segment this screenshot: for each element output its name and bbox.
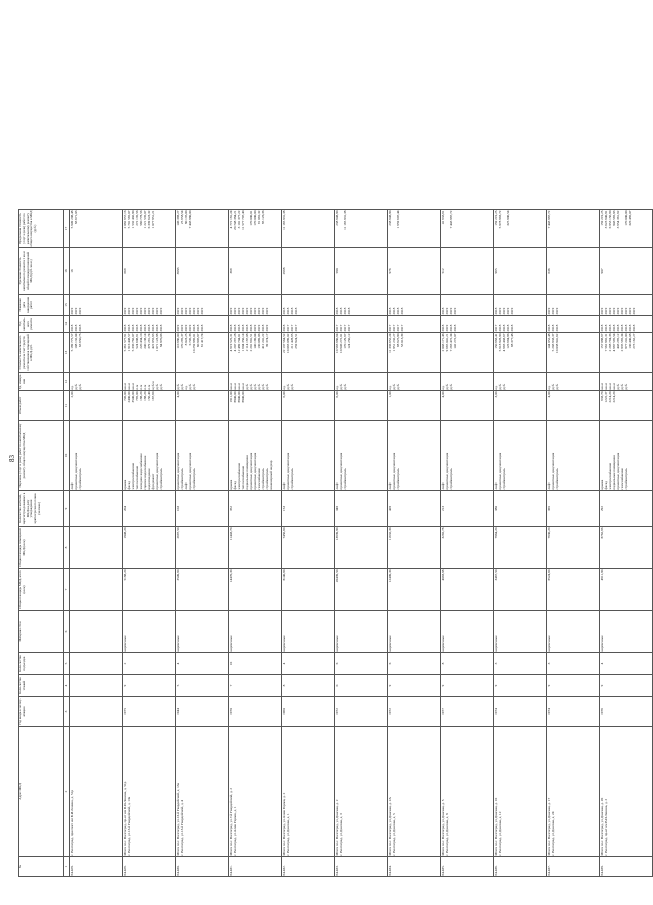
- cell-floors: 0: [335, 675, 388, 697]
- cell-residents: 380: [494, 491, 547, 527]
- cell-id: 64.429.: [123, 857, 176, 877]
- cell-address: Итого по г. Волгоград, ул.Донская, д. 5 г. Волгоград, ул.Донская, д. 8: [441, 727, 494, 857]
- cell-id: 64.433.: [335, 857, 388, 877]
- cell-unit: ед. руб. руб.: [282, 373, 335, 391]
- cell-specific: 636: [547, 248, 600, 295]
- cell-area_total: 20439,50: [335, 569, 388, 611]
- cell-id: 64.435.: [441, 857, 494, 877]
- cell-unit: кв.м кв.м кв.м кв.м руб. руб. руб.: [600, 373, 653, 391]
- table-row: [282, 210, 335, 877]
- cell-works: лифт проектные документация стройконтроль: [547, 421, 600, 491]
- cell-floors: 5: [176, 675, 229, 697]
- cell-works: лифт проектные документация стройконтроль: [388, 421, 441, 491]
- cell-unit: руб. руб. ед. руб. руб.: [176, 373, 229, 391]
- cell-unit: ед. руб. руб.: [494, 373, 547, 391]
- cell-area_total: 14470,30: [229, 569, 282, 611]
- cell-address: Итого по г. Волгоград, пр-кт им В.И.Ленина, д. 51р г. Волгоград, ул.13-й Гвардейской, д. 13а: [123, 727, 176, 857]
- cell-max_cost: 4 772 181,24 20 748 384,21 3 101 377,22 11 577 707,40 170 000,01 170 000,00 91 092,32 85 126,36: [229, 210, 282, 248]
- cell-id: 64.431.: [229, 857, 282, 877]
- cell-id: 64.437.: [547, 857, 600, 877]
- cell-area_rooms: 3292,78: [441, 527, 494, 569]
- cell-floors: 9: [388, 675, 441, 697]
- cell-volume: 4,00: [176, 391, 229, 421]
- cell-area_rooms: 1848,20: [123, 527, 176, 569]
- cell-entrances: 4: [282, 653, 335, 675]
- cell-year: 1976: [600, 697, 653, 727]
- cell-floors: 7: [229, 675, 282, 697]
- column-header-16: Удельная стоимость капитального ремонта 1 кв.м общей площади помещений МКД (руб./кв.м.): [19, 248, 64, 295]
- column-header-3: Год ввода в эксплу-атацию: [19, 697, 64, 727]
- cell-entrances: 4: [176, 653, 229, 675]
- cell-volume: 3,00: [494, 391, 547, 421]
- table-row: [494, 210, 547, 877]
- cell-cost: 144 052,48 5 203 833,37 10 038 841,62: [547, 333, 600, 373]
- cell-residents: 352: [229, 491, 282, 527]
- cell-volume: 4,00: [441, 391, 494, 421]
- cell-entrances: 6: [335, 653, 388, 675]
- cell-cost: 2 003 171,46 9 665 041,21 7 293 472,34 142 272,07: [441, 333, 494, 373]
- table-row: [229, 210, 282, 877]
- cell-material: кирпичные: [547, 611, 600, 653]
- cell-residents: 103: [176, 491, 229, 527]
- cell-max_cost: 159 219,25 5 878 893,72 325 806,54: [494, 210, 547, 248]
- column-header-13: Стоимость капитального ремонта за счет средств собственников помещений в МКД, руб.: [19, 333, 64, 373]
- cell-area_rooms: 11632,30: [388, 527, 441, 569]
- column-header-12: Ед. измере-ния: [19, 373, 64, 391]
- column-number-15: 15: [64, 295, 70, 316]
- cell-entrances: [70, 653, 123, 675]
- column-number-7: 7: [64, 569, 70, 611]
- cell-year: 1970: [229, 697, 282, 727]
- cell-max_cost: 5 949 208,48 83 671,03: [70, 210, 123, 248]
- cell-id: 64.434.: [388, 857, 441, 877]
- cell-material: кирпичные: [176, 611, 229, 653]
- table-row: [335, 210, 388, 877]
- cell-material: [70, 611, 123, 653]
- cell-works: лифт проектные документация стройконтроль: [70, 421, 123, 491]
- cell-year: [70, 697, 123, 727]
- cell-residents: 428: [388, 491, 441, 527]
- cell-address: Итого по г. Волгоград, ул.Алеш Героев, д. 2 г. Волгоград, ул.Донская, д. 1: [282, 727, 335, 857]
- column-number-3: 3: [64, 697, 70, 727]
- cell-residents: 204: [123, 491, 176, 527]
- cell-area_total: 8140,90: [282, 569, 335, 611]
- cell-area_total: [70, 569, 123, 611]
- cell-material: кирпичные: [600, 611, 653, 653]
- cell-floors: [70, 675, 123, 697]
- cell-address: Итого по г. Волгоград, ул.Донская, д. 17 г. Волгоград, ул.Донская, д. 24: [547, 727, 600, 857]
- column-number-5: 5: [64, 653, 70, 675]
- cell-volume: 6,00: [282, 391, 335, 421]
- cell-specific: 2998: [282, 248, 335, 295]
- cell-area_total: 3467,50: [494, 569, 547, 611]
- cell-id: 64.430.: [176, 857, 229, 877]
- column-header-6: Материал стен: [19, 611, 64, 653]
- cell-max_cost: 2 082 957,16 5 701 565,07 1 532 402,80 272 135,56 560 778,56 1 221 535,07 6 339 623,32 1 077 851,21: [123, 210, 176, 248]
- cell-material: кирпичные: [388, 611, 441, 653]
- cell-entrances: 8: [441, 653, 494, 675]
- cell-area_rooms: [70, 527, 123, 569]
- cell-material: кирпичные: [282, 611, 335, 653]
- cell-address: Итого по г. Волгоград, ул.Донская, д. 10 г. Волгоград, ул.Донская, д. 12: [494, 727, 547, 857]
- cell-address: г. Волгоград, проспект им В.И.Ленина, д. 51р: [70, 727, 123, 857]
- cell-year: 1960: [282, 697, 335, 727]
- cell-unit: ед. руб. руб.: [388, 373, 441, 391]
- cell-specific: 965: [494, 248, 547, 295]
- cell-area_rooms: 2697,50: [176, 527, 229, 569]
- cell-plan: 2019 2019 2019: [547, 295, 600, 316]
- cell-address: Итого по г. Волгоград, ул.Донская, д. 2А г. Волгоград, ул.Донская, д. 5: [388, 727, 441, 857]
- cell-works: лифт проектные документация стройконтроль: [494, 421, 547, 491]
- column-number-17: 17: [64, 210, 70, 248]
- cell-area_total: 5188,20: [123, 569, 176, 611]
- cell-entrances: 10: [229, 653, 282, 675]
- cell-volume: 1,00: [388, 391, 441, 421]
- cell-area_rooms: 7456,60: [282, 527, 335, 569]
- cell-plan: 2018 2019 2019 2019 2019: [494, 295, 547, 316]
- cell-specific: 3983: [176, 248, 229, 295]
- cell-cap_year: 2017 2018 2018 2018 2018: [494, 316, 547, 333]
- column-number-9: 9: [64, 491, 70, 527]
- cell-material: кирпичные: [123, 611, 176, 653]
- table-row: [547, 210, 600, 877]
- column-header-1: №: [19, 857, 64, 877]
- cell-works: крыша фасад электроснабжение теплоснабжение холодное водоснабжение горячее водоснабжение водоотведение фундамент проектные документация стройконтроль: [123, 421, 176, 491]
- table-row: [388, 210, 441, 877]
- column-header-8: Общая площадь помещений МКД (кв.м): [19, 527, 64, 569]
- cell-cap_year: 2017 2017 2017 2017: [388, 316, 441, 333]
- cell-volume: 6,00: [335, 391, 388, 421]
- cell-works: лифт проектные документация стройконтроль: [282, 421, 335, 491]
- column-header-14: Год капиталь-ного ремонта: [19, 316, 64, 333]
- cell-cost: 10 593 980,94 10 946 272,01 170 129,97 124 250,12: [335, 333, 388, 373]
- cell-area_total: 3549,90: [176, 569, 229, 611]
- cell-year: 1975: [123, 697, 176, 727]
- cell-specific: 907: [600, 248, 653, 295]
- column-number-1: 1: [64, 857, 70, 877]
- cell-works: крыша фасад электроснабжение подвальные помещения проектные документация газоснабжение стройконтроль: [600, 421, 653, 491]
- cell-max_cost: 238 948,80 11 165 831,38: [335, 210, 388, 248]
- cell-area_total: 4911,80: [600, 569, 653, 611]
- cell-cap_year: 2018 2018 2018: [547, 316, 600, 333]
- cell-unit: ед. руб. руб.: [441, 373, 494, 391]
- column-header-9: Количество жителей, зарегистри-рованных в МКД на дату утверждения краткосрочного плана (человек): [19, 491, 64, 527]
- column-number-12: 12: [64, 373, 70, 391]
- cell-residents: [70, 491, 123, 527]
- cell-cost: 11 336 652,24 1 851 232,27 98 925,80 53 013,39: [388, 333, 441, 373]
- cell-area_total: 4093,88: [441, 569, 494, 611]
- cell-area_rooms: 11443,70: [229, 527, 282, 569]
- cell-id: 64.438.: [600, 857, 653, 877]
- cell-specific: 16: [70, 248, 123, 295]
- table-header-row: [19, 210, 64, 877]
- cell-works: проектные документация стройконтроль лифт проектные документация стройконтроль: [176, 421, 229, 491]
- cell-cap_year: 2018 2017 2017 2017: [282, 316, 335, 333]
- cell-area_rooms: 7864,20: [494, 527, 547, 569]
- cell-year: 1972: [335, 697, 388, 727]
- cell-cap_year: 2018 2018 2018 2018 2018 2018 2018 2018 2018: [600, 316, 653, 333]
- cell-residents: 365: [547, 491, 600, 527]
- cell-residents: 292: [600, 491, 653, 527]
- cell-plan: 2018 2018 2018 2018: [335, 295, 388, 316]
- cell-volume: 4,00: [547, 391, 600, 421]
- column-header-10: Перечень услуг и (или) работ по капитальному ремонту общего имущества МКД: [19, 421, 64, 491]
- table-row: [176, 210, 229, 877]
- cell-area_rooms: 13939,80: [335, 527, 388, 569]
- cell-floors: 8: [282, 675, 335, 697]
- cell-floors: 9: [123, 675, 176, 697]
- cell-plan: 2018 2018 2018 2018: [282, 295, 335, 316]
- page-number: 83: [8, 455, 16, 462]
- cell-cap_year: 2018 2018 2018: [70, 316, 123, 333]
- column-header-2: Адрес МКД: [19, 727, 64, 857]
- cell-cost: 150 983,41 5 918 828,80 4 993 403,67 126 994,86 98 377,48: [494, 333, 547, 373]
- cell-specific: 512: [441, 248, 494, 295]
- column-header-7: Общая площадь МКД, всего (кв.м): [19, 569, 64, 611]
- cell-address: Итого по г. Волгоград, ул.13-й Гвардейской, д. 13а г. Волгоград, ул.13-й Гвардейской, д. 4: [176, 727, 229, 857]
- cell-works: лифт проектные документация стройконтроль: [441, 421, 494, 491]
- column-number-6: 6: [64, 611, 70, 653]
- cell-cost: 5 189 775,57 108 132,04 63 650,75: [70, 333, 123, 373]
- table-row: [441, 210, 494, 877]
- cell-floors: 9: [441, 675, 494, 697]
- column-header-4: Коли-чество этажей: [19, 675, 64, 697]
- column-number-16: 16: [64, 248, 70, 295]
- cell-residents: 213: [441, 491, 494, 527]
- cell-entrances: 3: [547, 653, 600, 675]
- cell-max_cost: 11 165 831,38: [282, 210, 335, 248]
- cell-area_rooms: 7930,20: [547, 527, 600, 569]
- cell-cost: 22 137 564,52 10 093 089,02 211 428,95 259 824,51: [282, 333, 335, 373]
- cell-plan: 2019 2019 2019: [70, 295, 123, 316]
- cell-entrances: 3: [494, 653, 547, 675]
- column-number-10: 10: [64, 421, 70, 491]
- cell-cap_year: 2019 2019 2019 2019 2018 2018 2018: [176, 316, 229, 333]
- cell-max_cost: 41 933,91 7 443 887,72: [441, 210, 494, 248]
- cell-material: кирпичные: [494, 611, 547, 653]
- cell-max_cost: 238 948,80 1 959 607,44: [388, 210, 441, 248]
- column-number-4: 4: [64, 675, 70, 697]
- cell-unit: кв.м кв.м кв.м кв.м руб. руб. руб. руб. руб. руб.: [229, 373, 282, 391]
- cell-unit: ед. руб. руб.: [335, 373, 388, 391]
- cell-specific: 580: [335, 248, 388, 295]
- cell-plan: 2018 2018 2018 2018: [388, 295, 441, 316]
- cell-volume: 1811,00 8840,00 8840,00 8840,00: [229, 391, 282, 421]
- cell-plan: 2018 2019 2019 2019: [441, 295, 494, 316]
- cell-floors: 9: [600, 675, 653, 697]
- cell-plan: 2019 2019 2019 2019 2019 2019 2019: [176, 295, 229, 316]
- cell-material: кирпичные: [441, 611, 494, 653]
- cell-cost: 5 361 577,81 1 816 448,57 5 336 782,07 524 608,91 220 434,10 240 138,14 379 291,74 422 055,93 1 071 123,88 84 870,06: [123, 333, 176, 373]
- cell-floors: 9: [494, 675, 547, 697]
- column-number-11: 11: [64, 391, 70, 421]
- column-number-13: 13: [64, 333, 70, 373]
- column-header-15: Плановая дата завершения работ: [19, 295, 64, 316]
- cell-cost: 110 986,00 170 295,37 8 023,25 6 745,36 10 259 885,01 60 805,87 61 417,74: [176, 333, 229, 373]
- column-number-14: 14: [64, 316, 70, 333]
- cell-specific: 669: [123, 248, 176, 295]
- cell-year: 1944: [176, 697, 229, 727]
- cell-works: лифт проектные документация стройконтроль: [335, 421, 388, 491]
- cell-residents: 153: [282, 491, 335, 527]
- table-row: [123, 210, 176, 877]
- cell-cap_year: 2018 2019 2018 2018: [441, 316, 494, 333]
- cell-specific: 976: [388, 248, 441, 295]
- cell-plan: 2019 2019 2019 2019 2019 2019 2019 2019 2019 2019: [229, 295, 282, 316]
- column-header-5: Коли-чество подъездов: [19, 653, 64, 675]
- table-row: [70, 210, 123, 877]
- cell-volume: 2,00: [70, 391, 123, 421]
- cell-unit: кв.м кв.м кв.м п.м п.м п.м п.м куб.м руб. руб.: [123, 373, 176, 391]
- cell-max_cost: 146 398,27 25 958,54 80 135,00 7 443 880,00: [176, 210, 229, 248]
- cell-material: кирпичные: [229, 611, 282, 653]
- table-body: [70, 210, 653, 877]
- cell-address: Итого по г. Волгоград, ул.Донская, д. 2 г. Волгоград, ул.Донская, д. 3: [335, 727, 388, 857]
- cell-address: Итого по г. Волгоград, ул.7-й Гвардейской, д. 2 г. Волгоград, ул.Алеш Героев, д. 1: [229, 727, 282, 857]
- cell-plan: 2019 2019 2019 2019 2019 2019 2019 2019 2019 2019: [123, 295, 176, 316]
- column-number-8: 8: [64, 527, 70, 569]
- cell-area_rooms: 8762,96: [600, 527, 653, 569]
- cell-floors: 9: [547, 675, 600, 697]
- column-header-17: Предельная стоимость услуг и (или) работ по капитальному ремонту общего имущества в МКД (руб.): [19, 210, 64, 248]
- cell-volume: 745,00 2400,00 3540,00 795,00 188,20 188,20 156,40 167,60: [123, 391, 176, 421]
- cell-plan: 2019 2019 2019 2019 2019 2019 2019 2019 2019: [600, 295, 653, 316]
- cell-address: Итого по г. Волгоград, ул.Донская, д. 20 г. Волгоград, пр-кт им В.И.Ленина, д. 2: [600, 727, 653, 857]
- cell-cost: 4 919 525,31 4 207 297,28 12 489 704,01 1 604 350,14 2 114 187,08 2 201 901,51 140 190,04 130 069,06 412 241,22 39 374,17: [229, 333, 282, 373]
- cell-cap_year: 2018 2018 2018 2018 2018 2018 2019 2019 2018 2019: [229, 316, 282, 333]
- cell-cap_year: 2018 2018 2018 2018 2018 2018 2018 2018 2018 2018: [123, 316, 176, 333]
- cell-unit: ед. руб. руб.: [547, 373, 600, 391]
- cell-entrances: 6: [388, 653, 441, 675]
- repair-register-table: [18, 209, 653, 877]
- cell-year: 1974: [547, 697, 600, 727]
- table-row: [600, 210, 653, 877]
- cell-specific: 369: [229, 248, 282, 295]
- column-number-2: 2: [64, 727, 70, 857]
- column-header-11: Объем работ: [19, 391, 64, 421]
- cell-works: крыша фасад электроснабжение теплоснабжение подвальные помещения проектные документация проектные документация газоснабжение стройконтроль стройконтроль инженерный надзор: [229, 421, 282, 491]
- cell-max_cost: 7 443 887,72: [547, 210, 600, 248]
- cell-cap_year: 2017 2017 2017 2017: [335, 316, 388, 333]
- cell-year: 1974: [494, 697, 547, 727]
- cell-volume: 933,70 1222,37 2214,20 2214,20: [600, 391, 653, 421]
- cell-residents: 348: [335, 491, 388, 527]
- cell-id: 64.436.: [494, 857, 547, 877]
- cell-entrances: 4: [600, 653, 653, 675]
- cell-year: 1977: [441, 697, 494, 727]
- cell-max_cost: 159 219,25 3 623 940,81 6 853 156,90 843 565,83 3 954 361,92 170 000,00 326 485,07: [600, 210, 653, 248]
- cell-area_total: 8524,60: [547, 569, 600, 611]
- cell-year: 1972: [388, 697, 441, 727]
- cell-cost: 157 088,97 7 562 892,31 2 298 794,36 4 987 595,54 443 295,12 2 835 565,34 877 241,00 130 400,08 273 162,27: [600, 333, 653, 373]
- cell-area_total: 12409,30: [388, 569, 441, 611]
- cell-id: 64.428.: [70, 857, 123, 877]
- cell-entrances: 2: [123, 653, 176, 675]
- cell-id: 64.432.: [282, 857, 335, 877]
- cell-material: кирпичные: [335, 611, 388, 653]
- cell-unit: ед. руб. руб.: [70, 373, 123, 391]
